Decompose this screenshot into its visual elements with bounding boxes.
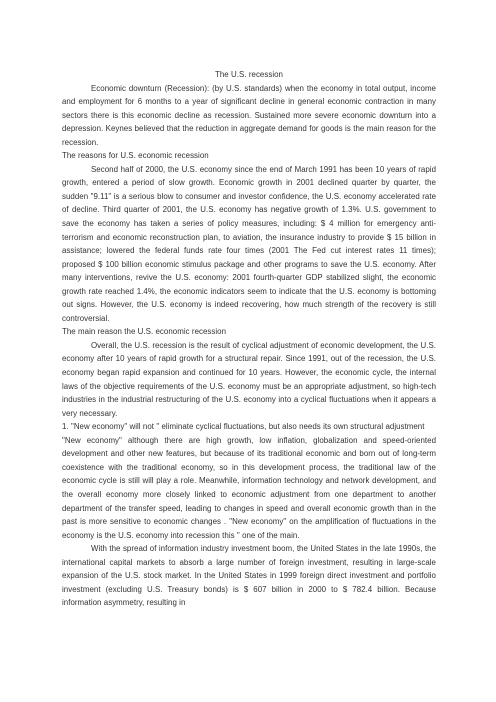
paragraph-new-economy: "New economy" although there are high growth, low inflation, globalization and speed-oriented development and other new features, but because of its traditional economic and born out of long-term coexistence with the traditional economy, so in this development process, the traditional law of the economic cycle is still will play a role. Meanwhile, information technology and network development, and the overall economy more closely linked to economic adjustment from one department to another department of the transfer speed, leading to changes in speed and overall economic growth than in the past is more sensitive to economic changes . "New economy" on the amplification of fluctuations in the economy is the U.S. economy into recession this " one of the main. — [62, 435, 436, 540]
paragraph-cyclical-adjustment: Overall, the U.S. recession is the result of cyclical adjustment of economic development, the U.S. economy after 10 years of rapid growth for a structural repair. Since 1991, out of the recession, the U.S. economy began rapid expansion and continued for 10 years. However, the economic cycle, the internal laws of the objective requirements of the U.S. economy must be an appropriate adjustment, so high-tech industries in the industrial restructuring of the U.S. economy into a cyclical fluctuations when it appears a very necessary. — [62, 340, 436, 418]
section-heading-reasons: The reasons for U.S. economic recession — [62, 151, 209, 161]
subsection-heading-new-economy: 1. "New economy" will not " eliminate cyclical fluctuations, but also needs its own structural adjustment — [62, 422, 425, 432]
paragraph-slow-growth: Second half of 2000, the U.S. economy since the end of March 1991 has been 10 years of rapid growth, entered a period of slow growth. Economic growth in 2001 declined quarter by quarter, the sudden "9.11" is a serious blow to consumer and investor confidence, the U.S. economy accelerated rate of decline. Third quarter of 2001, the U.S. economy has negative growth of 1.3%. U.S. government to save the economy has taken a series of policy measures, including: $ 4 million for emergency anti-terrorism and economic reconstruction plan, to aviation, the insurance industry to provide $ 15 billion in assistance; lowered the federal funds rate four times (2001 The Fed cut interest rates 11 times); proposed $ 100 billion economic stimulus package and other programs to save the U.S. economy. After many interventions, revive the U.S. economy: 2001 fourth-quarter GDP stabilized slight, the economic growth rate reached 1.4%, the economic indicators seem to indicate that the U.S. economy is bottoming out signs. However, the U.S. economy is indeed recovering, how much strength of the recovery is still controversial. — [62, 164, 436, 323]
document-title: The U.S. recession — [215, 70, 283, 79]
section-heading-main-reason: The main reason the U.S. economic recession — [62, 327, 227, 337]
paragraph-recession-definition: Economic downturn (Recession): (by U.S. standards) when the economy in total output, income and employment for 6 months to a year of significant decline in general economic contraction in many sectors there is this economic decline as recession. Sustained more severe economic downturn into a depression. Keynes believed that the reduction in aggregate demand for goods is the main reason for the recession. — [62, 83, 436, 147]
document-body — [62, 68, 436, 610]
paragraph-information-investment: With the spread of information industry investment boom, the United States in the late 1990s, the international capital markets to absorb a large number of foreign investment, resulting in large-scale expansion of the U.S. stock market. In the United States in 1999 foreign direct investment and portfolio investment (excluding U.S. Treasury bonds) is $ 607 billion in 2000 to $ 782.4 billion. Because information asymmetry, resulting in — [62, 544, 436, 608]
